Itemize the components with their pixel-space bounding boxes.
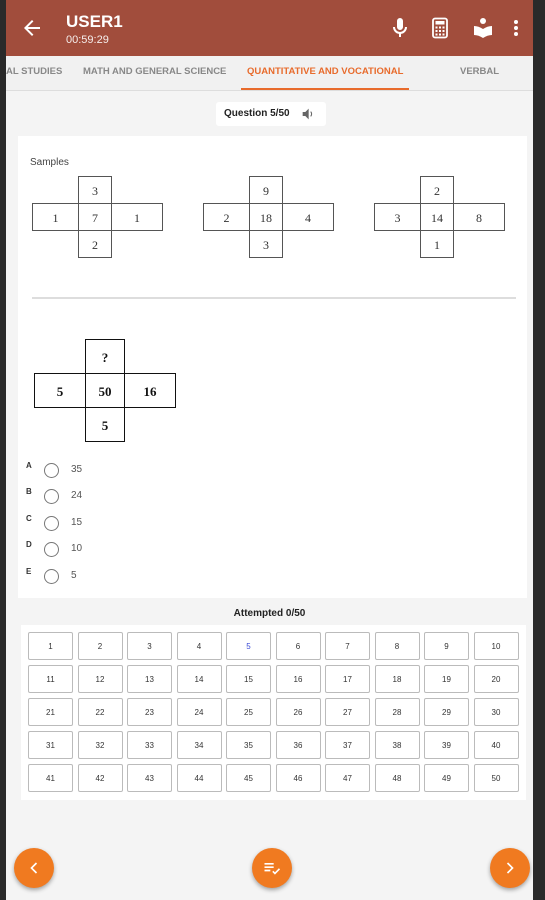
cross-bottom: 2 <box>78 230 112 258</box>
question-nav-button[interactable]: 15 <box>226 665 271 693</box>
question-nav-button[interactable]: 32 <box>78 731 123 759</box>
question-number: Question 5/50 <box>224 108 290 119</box>
option-value: 24 <box>71 490 83 501</box>
cross-bottom: 5 <box>85 407 125 442</box>
more-options-icon[interactable] <box>506 16 526 40</box>
question-nav-button[interactable]: 6 <box>276 632 321 660</box>
question-nav-button[interactable]: 3 <box>127 632 172 660</box>
question-nav-button[interactable]: 12 <box>78 665 123 693</box>
tab-verbal[interactable]: VERBAL <box>460 66 500 77</box>
cross-center: 14 <box>420 203 454 231</box>
question-nav-button[interactable]: 1 <box>28 632 73 660</box>
cross-left: 1 <box>32 203 79 231</box>
review-list-button[interactable] <box>252 848 292 888</box>
option-value: 35 <box>71 464 83 475</box>
question-nav-button[interactable]: 4 <box>177 632 222 660</box>
cross-right: 8 <box>453 203 505 231</box>
tab-social-studies[interactable]: AL STUDIES <box>6 66 63 77</box>
question-nav-button[interactable]: 20 <box>474 665 519 693</box>
user-name: USER1 <box>66 12 123 31</box>
question-navigator-grid <box>21 625 526 800</box>
previous-button[interactable] <box>14 848 54 888</box>
question-nav-button[interactable]: 16 <box>276 665 321 693</box>
calculator-icon[interactable] <box>428 16 452 40</box>
radio-button[interactable] <box>44 463 59 478</box>
question-header <box>216 102 326 126</box>
divider <box>32 297 516 299</box>
question-nav-button[interactable]: 44 <box>177 764 222 792</box>
question-nav-button[interactable]: 48 <box>375 764 420 792</box>
cross-right: 16 <box>124 373 176 408</box>
radio-button[interactable] <box>44 542 59 557</box>
question-nav-button[interactable]: 30 <box>474 698 519 726</box>
radio-button[interactable] <box>44 569 59 584</box>
cross-right: 1 <box>111 203 163 231</box>
radio-button[interactable] <box>44 516 59 531</box>
question-nav-button[interactable]: 10 <box>474 632 519 660</box>
question-nav-button[interactable]: 40 <box>474 731 519 759</box>
cross-center: 50 <box>85 373 125 408</box>
question-nav-button[interactable]: 11 <box>28 665 73 693</box>
option-value: 15 <box>71 517 83 528</box>
question-nav-button[interactable]: 17 <box>325 665 370 693</box>
back-arrow-icon[interactable] <box>20 16 44 40</box>
option-letter: E <box>26 567 32 576</box>
question-nav-button[interactable]: 38 <box>375 731 420 759</box>
question-nav-button[interactable]: 36 <box>276 731 321 759</box>
question-nav-button[interactable]: 2 <box>78 632 123 660</box>
chevron-right-icon <box>500 858 520 878</box>
reader-icon[interactable] <box>471 16 495 40</box>
question-nav-button[interactable]: 26 <box>276 698 321 726</box>
cross-top: 9 <box>249 176 283 204</box>
question-nav-button[interactable]: 24 <box>177 698 222 726</box>
question-nav-button[interactable]: 25 <box>226 698 271 726</box>
question-nav-button[interactable]: 45 <box>226 764 271 792</box>
question-nav-button[interactable]: 35 <box>226 731 271 759</box>
question-nav-button[interactable]: 7 <box>325 632 370 660</box>
cross-bottom: 1 <box>420 230 454 258</box>
question-nav-button[interactable]: 50 <box>474 764 519 792</box>
option-value: 10 <box>71 543 83 554</box>
question-nav-button[interactable]: 21 <box>28 698 73 726</box>
exam-timer: 00:59:29 <box>66 34 109 46</box>
app-bar <box>6 0 533 56</box>
cross-left: 2 <box>203 203 250 231</box>
cross-bottom: 3 <box>249 230 283 258</box>
question-nav-button[interactable]: 42 <box>78 764 123 792</box>
option-letter: C <box>26 514 32 523</box>
cross-top: 3 <box>78 176 112 204</box>
cross-top: ? <box>85 339 125 374</box>
question-nav-button[interactable]: 23 <box>127 698 172 726</box>
cross-top: 2 <box>420 176 454 204</box>
next-button[interactable] <box>490 848 530 888</box>
speaker-icon[interactable] <box>300 106 316 122</box>
question-nav-button[interactable]: 19 <box>424 665 469 693</box>
question-nav-button[interactable]: 18 <box>375 665 420 693</box>
question-nav-button[interactable]: 22 <box>78 698 123 726</box>
question-nav-button[interactable]: 9 <box>424 632 469 660</box>
question-nav-button[interactable]: 39 <box>424 731 469 759</box>
section-tabs <box>6 56 533 91</box>
cross-center: 7 <box>78 203 112 231</box>
radio-button[interactable] <box>44 489 59 504</box>
question-nav-button[interactable]: 29 <box>424 698 469 726</box>
question-nav-button[interactable]: 28 <box>375 698 420 726</box>
question-nav-button[interactable]: 49 <box>424 764 469 792</box>
option-value: 5 <box>71 570 77 581</box>
tab-quantitative-vocational[interactable]: QUANTITATIVE AND VOCATIONAL <box>241 56 409 90</box>
exam-screen <box>6 0 533 900</box>
question-nav-button[interactable]: 34 <box>177 731 222 759</box>
cross-center: 18 <box>249 203 283 231</box>
question-nav-button[interactable]: 33 <box>127 731 172 759</box>
question-nav-button[interactable]: 8 <box>375 632 420 660</box>
tab-math-general-science[interactable]: MATH AND GENERAL SCIENCE <box>83 66 227 77</box>
question-nav-button[interactable]: 47 <box>325 764 370 792</box>
option-letter: A <box>26 461 32 470</box>
question-nav-button[interactable]: 13 <box>127 665 172 693</box>
question-nav-button[interactable]: 46 <box>276 764 321 792</box>
cross-right: 4 <box>282 203 334 231</box>
cross-left: 3 <box>374 203 421 231</box>
question-nav-button[interactable]: 43 <box>127 764 172 792</box>
attempted-count: Attempted 0/50 <box>233 608 306 619</box>
question-nav-button[interactable]: 27 <box>325 698 370 726</box>
question-nav-button[interactable]: 37 <box>325 731 370 759</box>
samples-label: Samples <box>30 157 69 168</box>
cross-left: 5 <box>34 373 86 408</box>
question-nav-button[interactable]: 31 <box>28 731 73 759</box>
checklist-icon <box>262 858 282 878</box>
option-letter: D <box>26 540 32 549</box>
chevron-left-icon <box>24 858 44 878</box>
option-letter: B <box>26 487 32 496</box>
question-nav-button[interactable]: 5 <box>226 632 271 660</box>
question-nav-button[interactable]: 41 <box>28 764 73 792</box>
microphone-icon[interactable] <box>388 16 412 40</box>
question-nav-button[interactable]: 14 <box>177 665 222 693</box>
